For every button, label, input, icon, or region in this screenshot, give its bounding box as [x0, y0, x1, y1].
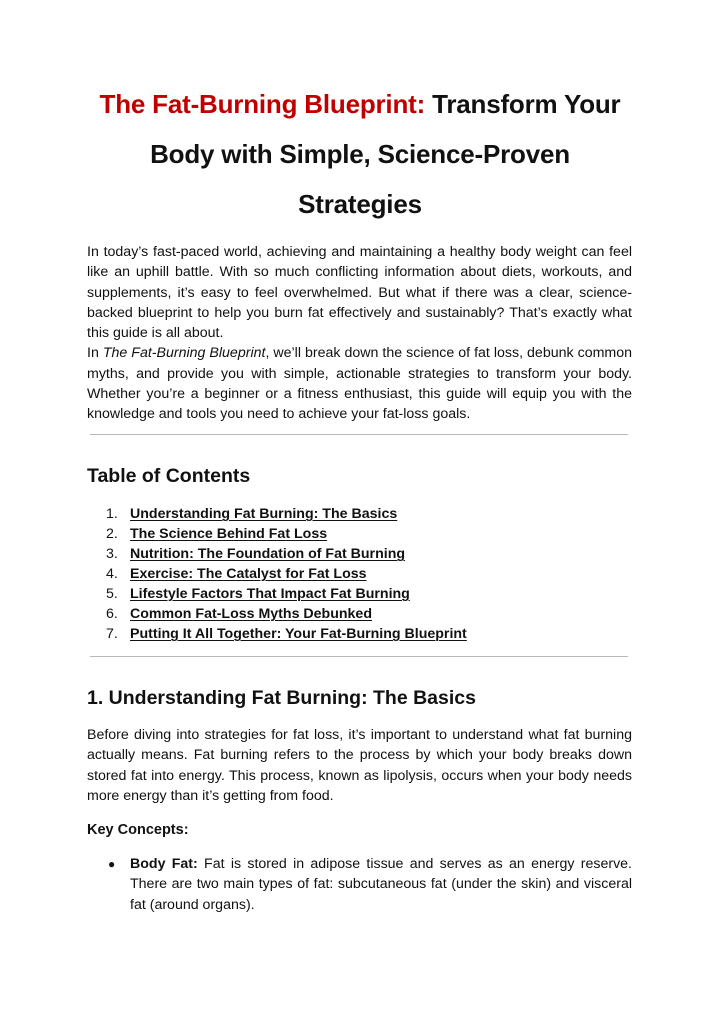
intro-paragraph-2 [87, 343, 632, 424]
toc-item-number: 7. [106, 626, 118, 642]
intro-p2-rest: , we’ll break down the science of fat loss, debunk common myths, and provide you with simple, actionable strategies to transform your body. Whether you’re a beginner or a fitness enthusiast, this guide will equip you with the knowledge and tools you need to achieve your fat-loss goals. [87, 345, 632, 423]
section-1-paragraph: Before diving into strategies for fat loss, it’s important to understand what fat burning actually means. Fat burning refers to the process by which your body breaks down stored fat into energy. This process, known as lipolysis, occurs when your body needs more energy than it’s getting from food. [87, 727, 632, 804]
title-line3: Strategies [298, 189, 422, 219]
document-title [60, 79, 660, 229]
toc-item-number: 2. [106, 526, 118, 542]
list-item-text: Fat is stored in adipose tissue and serves as an energy reserve. There are two main types of fat: subcutaneous fat (under the skin) and visceral fat (around organs). [130, 856, 632, 913]
intro-p2-italic: The Fat-Burning Blueprint [102, 345, 266, 362]
intro-paragraph-1: In today’s fast-paced world, achieving and maintaining a healthy body weight can feel like an uphill battle. With so much conflicting information about diets, workouts, and supplements, it’s easy to feel overwhelmed. But what if there was a clear, science-backed blueprint to help you burn fat effectively and sustainably? That’s exactly what this guide is all about. [87, 244, 632, 342]
key-concepts-list [108, 854, 632, 915]
toc-item-link[interactable]: Putting It All Together: Your Fat-Burning Blueprint [130, 626, 467, 642]
toc-item[interactable] [106, 564, 467, 584]
toc-item-link[interactable]: Lifestyle Factors That Impact Fat Burning [130, 586, 410, 602]
toc-item[interactable] [106, 604, 467, 624]
toc-item-link[interactable]: Understanding Fat Burning: The Basics [130, 506, 398, 522]
toc-item[interactable] [106, 524, 467, 544]
toc-item-link[interactable]: Nutrition: The Foundation of Fat Burning [130, 546, 406, 562]
list-item [108, 854, 632, 915]
toc-item-number: 4. [106, 566, 118, 582]
divider [90, 434, 628, 435]
toc-item[interactable] [106, 624, 467, 644]
bullet-icon: ● [108, 857, 116, 871]
toc-item-number: 3. [106, 546, 118, 562]
title-line1-rest: Transform Your [425, 89, 621, 119]
intro-p2-prefix: In [87, 345, 103, 362]
list-item-term: Body Fat: [130, 856, 198, 872]
divider [90, 656, 628, 657]
list-item-content [130, 854, 632, 915]
section-1-heading: 1. Understanding Fat Burning: The Basics [87, 687, 476, 709]
toc-item-link[interactable]: Common Fat-Loss Myths Debunked [130, 606, 372, 622]
toc-item-link[interactable]: Exercise: The Catalyst for Fat Loss [130, 566, 367, 582]
title-accent: The Fat-Burning Blueprint: [99, 89, 426, 119]
intro-section [87, 242, 632, 425]
toc-item-number: 6. [106, 606, 118, 622]
toc-item[interactable] [106, 584, 467, 604]
toc-item-number: 1. [106, 506, 118, 522]
toc-item[interactable] [106, 544, 467, 564]
toc-item[interactable] [106, 504, 467, 524]
toc-item-link[interactable]: The Science Behind Fat Loss [130, 526, 328, 542]
toc-list [106, 504, 467, 644]
title-line2: Body with Simple, Science-Proven [150, 139, 570, 169]
key-concepts-heading: Key Concepts: [87, 822, 189, 838]
toc-heading: Table of Contents [87, 465, 251, 487]
toc-item-number: 5. [106, 586, 118, 602]
